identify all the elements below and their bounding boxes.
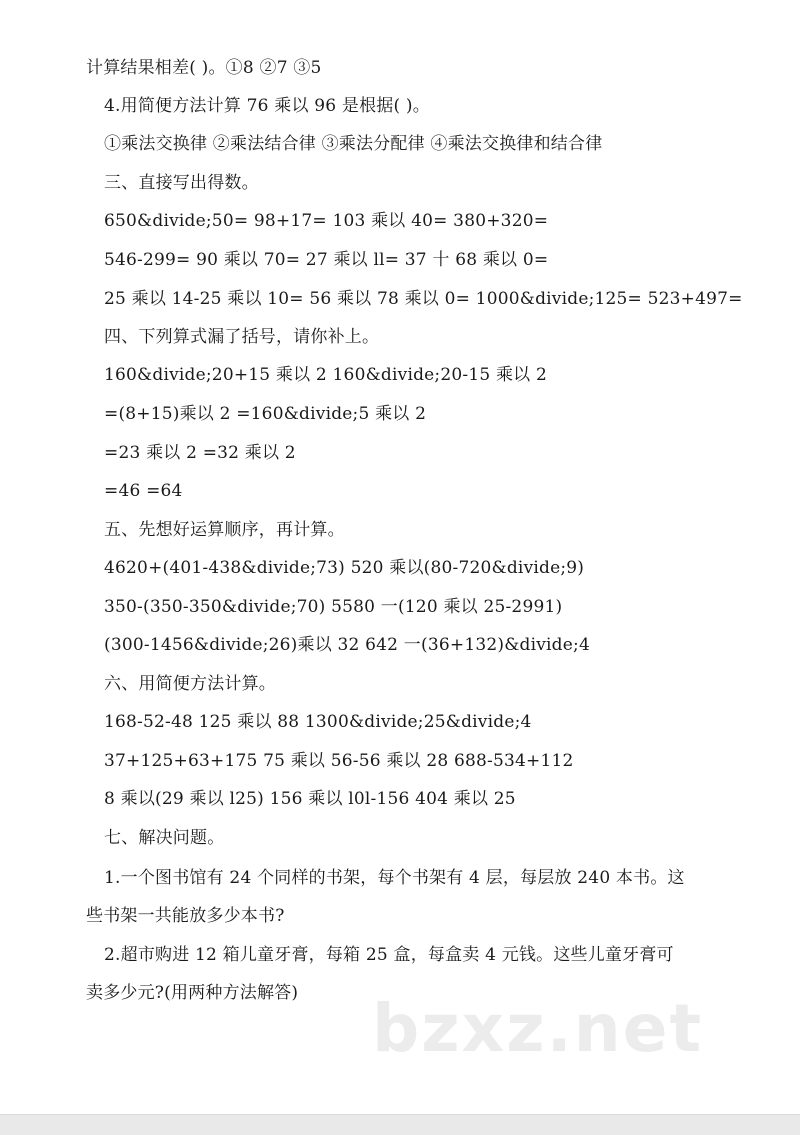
- text-line: 350-(350-350&divide;70) 5580 一(120 乘以 25-2991): [104, 597, 563, 617]
- text-line: 546-299= 90 乘以 70= 27 乘以 ll= 37 十 68 乘以 0=: [104, 250, 549, 270]
- section-heading: 六、用简便方法计算。: [104, 674, 276, 694]
- section-heading: 四、下列算式漏了括号，请你补上。: [104, 327, 380, 347]
- text-line: 些书架一共能放多少本书?: [86, 906, 285, 926]
- text-line: 卖多少元?(用两种方法解答): [86, 983, 299, 1003]
- text-line: 4.用简便方法计算 76 乘以 96 是根据( )。: [104, 96, 430, 116]
- text-line: =46 =64: [104, 481, 183, 501]
- section-heading: 三、直接写出得数。: [104, 173, 259, 193]
- section-heading: 五、先想好运算顺序，再计算。: [104, 520, 345, 540]
- text-line: 1.一个图书馆有 24 个同样的书架，每个书架有 4 层，每层放 240 本书。这: [104, 868, 685, 888]
- text-line: 8 乘以(29 乘以 l25) 156 乘以 l0l-156 404 乘以 25: [104, 789, 516, 809]
- text-line: ①乘法交换律 ②乘法结合律 ③乘法分配律 ④乘法交换律和结合律: [104, 134, 603, 154]
- text-line: =23 乘以 2 =32 乘以 2: [104, 443, 296, 463]
- text-line: 计算结果相差( )。①8 ②7 ③5: [86, 58, 322, 78]
- page-bottom-edge: [0, 1114, 800, 1135]
- text-line: 160&divide;20+15 乘以 2 160&divide;20-15 乘以 2: [104, 365, 547, 385]
- section-heading: 七、解决问题。: [104, 828, 225, 848]
- text-line: =(8+15)乘以 2 =160&divide;5 乘以 2: [104, 404, 427, 424]
- text-line: 37+125+63+175 75 乘以 56-56 乘以 28 688-534+112: [104, 751, 574, 771]
- text-line: (300-1456&divide;26)乘以 32 642 一(36+132)&divide;4: [104, 635, 590, 655]
- text-line: 25 乘以 14-25 乘以 10= 56 乘以 78 乘以 0= 1000&divide;125= 523+497=: [104, 289, 743, 309]
- text-line: 2.超市购进 12 箱儿童牙膏，每箱 25 盒，每盒卖 4 元钱。这些儿童牙膏可: [104, 945, 674, 965]
- text-line: 168-52-48 125 乘以 88 1300&divide;25&divide;4: [104, 712, 532, 732]
- text-line: 4620+(401-438&divide;73) 520 乘以(80-720&divide;9): [104, 558, 585, 578]
- site-watermark: bzxz.net: [372, 990, 704, 1067]
- text-line: 650&divide;50= 98+17= 103 乘以 40= 380+320=: [104, 211, 549, 231]
